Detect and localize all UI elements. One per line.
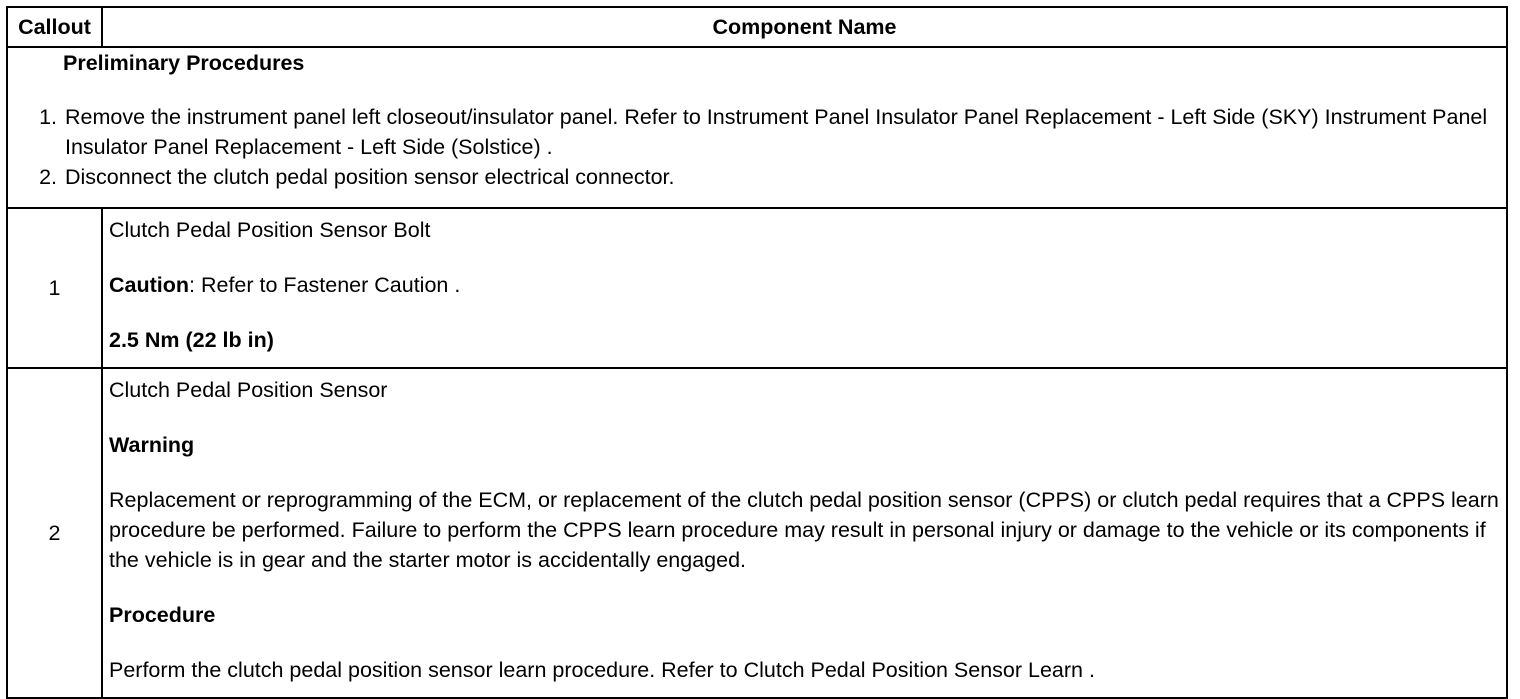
preliminary-procedures-cell bbox=[7, 47, 1507, 208]
table-row bbox=[7, 368, 1507, 698]
caution-text: : Refer to Fastener Caution . bbox=[189, 273, 461, 297]
caution-note bbox=[109, 270, 1500, 300]
caution-label: Caution bbox=[109, 273, 190, 297]
component-description bbox=[102, 208, 1507, 368]
warning-text: Replacement or reprogramming of the ECM, or replacement of the clutch pedal position sensor (CPPS) or clutch pedal requires that a CPPS learn procedure be performed. Failure to perform the CPPS learn procedure may result in personal injury or damage to the vehicle or its components if the vehicle is in gear and the starter motor is accidentally engaged. bbox=[109, 488, 1499, 572]
preliminary-steps-list bbox=[8, 102, 1506, 192]
callout-column-header: Callout bbox=[7, 7, 102, 47]
warning-heading: Warning bbox=[109, 433, 195, 457]
callout-number: 2 bbox=[7, 368, 102, 698]
table-header-row bbox=[7, 7, 1507, 47]
procedure-text: Perform the clutch pedal position sensor learn procedure. Refer to Clutch Pedal Position Sensor Learn . bbox=[109, 658, 1095, 682]
preliminary-procedures-title: Preliminary Procedures bbox=[63, 51, 305, 75]
procedure-heading: Procedure bbox=[109, 603, 216, 627]
component-name: Clutch Pedal Position Sensor Bolt bbox=[109, 218, 431, 242]
component-name: Clutch Pedal Position Sensor bbox=[109, 378, 388, 402]
torque-spec: 2.5 Nm (22 lb in) bbox=[109, 328, 274, 352]
table-row bbox=[7, 208, 1507, 368]
preliminary-step-1: 1. Remove the instrument panel left closeout/insulator panel. Refer to Instrument Panel Insulator Panel Replacement - Left Side (SKY) Instrument Panel Insulator Panel Replacement - Left Side (Solstice) . bbox=[63, 102, 1506, 162]
preliminary-procedures-row bbox=[7, 47, 1507, 208]
procedure-table bbox=[6, 6, 1508, 699]
component-description bbox=[102, 368, 1507, 698]
component-name-column-header: Component Name bbox=[102, 7, 1507, 47]
preliminary-step-2: 2. Disconnect the clutch pedal position sensor electrical connector. bbox=[63, 162, 1506, 192]
callout-number: 1 bbox=[7, 208, 102, 368]
